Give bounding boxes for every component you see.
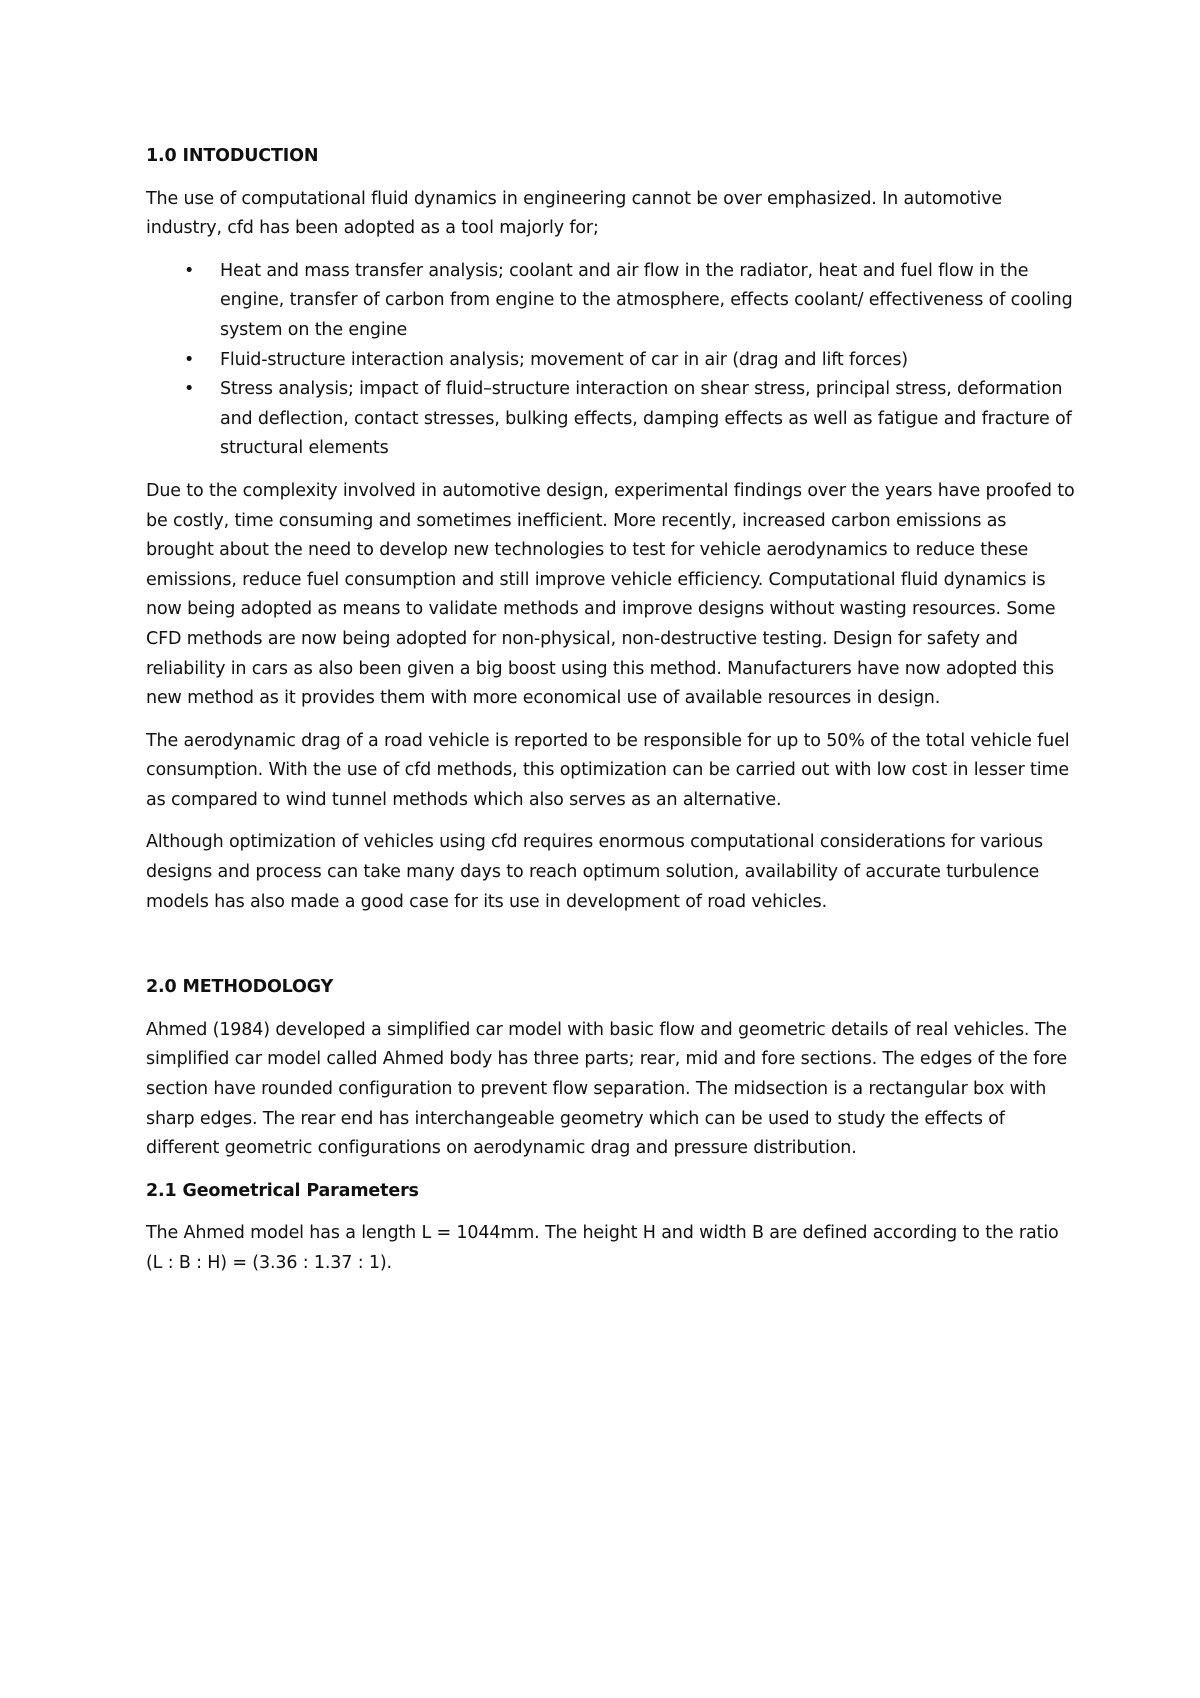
bullet-text: Fluid-structure interaction analysis; movement of car in air (drag and lift forces) [220,349,908,370]
bullet-text: Heat and mass transfer analysis; coolant and air flow in the radiator, heat and fuel flow in the engine, transfer of carbon from engine to the atmosphere, effects coolant/ effectiveness of cooling system on the engine [220,260,1073,340]
bullet-list [146,257,1076,464]
section-1-heading: 1.0 INTODUCTION [146,146,319,166]
section-1-paragraph: Due to the complexity involved in automotive design, experimental findings over the years have proofed to be costly, time consuming and sometimes inefficient. More recently, increased carbon emissions as brought about the need to develop new technologies to test for vehicle aerodynamics to reduce these emissions, reduce fuel consumption and still improve vehicle efficiency. Computational fluid dynamics is now being adopted as means to validate methods and improve designs without wasting resources. Some CFD methods are now being adopted for non-physical, non-destructive testing. Design for safety and reliability in cars as also been given a big boost using this method. Manufacturers have now adopted this new method as it provides them with more economical use of available resources in design. [146,480,1075,709]
bullet-text: Stress analysis; impact of fluid–structure interaction on shear stress, principal stress, deformation and deflection, contact stresses, bulking effects, damping effects as well as fatigue and fracture of structural elements [220,379,1072,459]
section-1-paragraph: Although optimization of vehicles using cfd requires enormous computational considerations for various designs and process can take many days to reach optimum solution, availability of accurate turbulence models has also made a good case for its use in development of road vehicles. [146,832,1043,912]
subsection-2-1-paragraph: The Ahmed model has a length L = 1044mm. The height H and width B are defined according to the ratio (L : B : H) = (3.36 : 1.37 : 1). [146,1223,1059,1273]
list-item [146,375,1076,464]
bullet-icon: • [184,379,195,400]
bullet-icon: • [184,349,195,370]
list-item [146,257,1076,346]
section-1-paragraph: The aerodynamic drag of a road vehicle is reported to be responsible for up to 50% of the total vehicle fuel consumption. With the use of cfd methods, this optimization can be carried out with low cost in lesser time as compared to wind tunnel methods which also serves as an alternative. [146,730,1070,810]
subsection-2-1-heading: 2.1 Geometrical Parameters [146,1180,419,1201]
section-2-heading: 2.0 METHODOLOGY [146,977,334,998]
bullet-icon: • [184,260,195,281]
section-1-intro: The use of computational fluid dynamics in engineering cannot be over emphasized. In automotive industry, cfd has been adopted as a tool majorly for; [146,188,1002,239]
section-spacer [146,930,1076,973]
list-item [146,346,1076,376]
document-body [146,142,1076,1292]
section-2-paragraph: Ahmed (1984) developed a simplified car model with basic flow and geometric details of real vehicles. The simplified car model called Ahmed body has three parts; rear, mid and fore sections. The edges of the fore section have rounded configuration to prevent flow separation. The midsection is a rectangular box with sharp edges. The rear end has interchangeable geometry which can be used to study the effects of different geometric configurations on aerodynamic drag and pressure distribution. [146,1019,1067,1159]
